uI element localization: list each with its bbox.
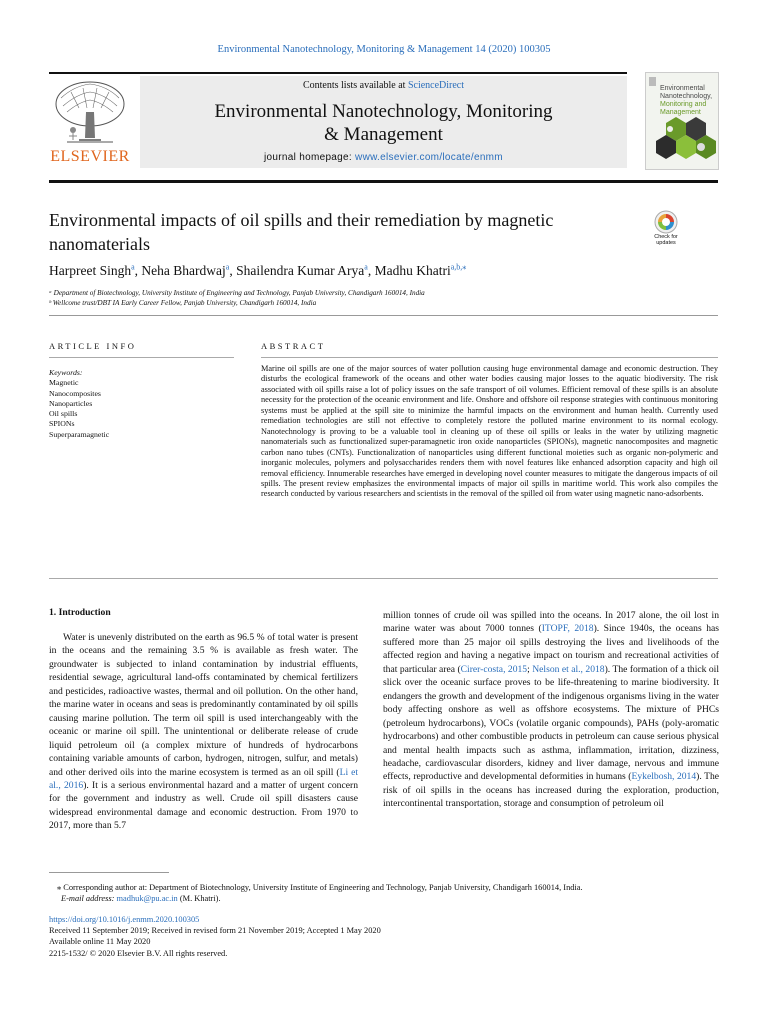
citation-link[interactable]: Li et al., 2016 xyxy=(49,766,358,791)
body-text: ; xyxy=(527,663,533,675)
affiliation-a: ᵃ Department of Biotechnology, University Institute of Engineering and Technology, Panjab University, Chandigarh 160014, India xyxy=(49,289,425,297)
journal-title-line-1: Environmental Nanotechnology, Monitoring xyxy=(214,101,553,122)
journal-reference-link[interactable]: Environmental Nanotechnology, Monitoring & Management 14 (2020) 100305 xyxy=(217,44,551,55)
body-right-column xyxy=(383,609,719,811)
keyword: Oil spills xyxy=(49,409,78,419)
author-affiliation-marker[interactable]: a,b,⁎ xyxy=(450,262,467,272)
body-text: ). Since 1940s, the oceans has suffered more than 25 major oil spills destroying the lives and livelihoods of the affected region and having a negative impact on tourism and recreational activities of that particular area ( xyxy=(383,623,719,675)
header-bottom-rule xyxy=(49,180,718,183)
keyword: Magnetic xyxy=(49,378,79,388)
citation-link[interactable]: Cirer-costa, 2015 xyxy=(460,663,528,675)
body-text: ). It is a serious environmental hazard and a matter of urgent concern for the government and industry as well. Crude oil spill disasters cause widespread environmental damage and economic destruction. From 1970 to 2017, more than 5.7 xyxy=(49,779,358,832)
citation-link[interactable]: ITOPF, 2018 xyxy=(541,623,594,635)
elsevier-wordmark: ELSEVIER xyxy=(50,148,130,165)
author-name: Shailendra Kumar Arya xyxy=(236,263,365,278)
journal-title xyxy=(140,100,627,146)
crossmark-label-line-2: updates xyxy=(656,240,676,246)
article-info-divider xyxy=(49,357,234,358)
citation-link[interactable]: Eykelbosh, 2014 xyxy=(631,771,697,783)
article-front-matter xyxy=(49,914,729,959)
cover-title-line-4: Management xyxy=(660,109,701,116)
body-text: Water is unevenly distributed on the earth as 96.5 % of total water is present in the oceans and the remaining 3.5 % is available as fresh water. The groundwater is subjected to inland contamination by industrial effluents, residential sewage, agricultural land-offs contaminated by chemical fertilizers and pesticides, radioactive wastes, thermal and oil pollution. On the other hand, the marine water in oceans and seas is predominantly contaminated by oil spills causing marine pollution. The term oil spill is used interchangeably with the oceanic or marine oil spill. The unintentional or deliberate release of crude liquid petroleum oil (a complex mixture of hundreds of hydrocarbons containing variable amounts of carbon, hydrogen, nitrogen, sulfur, and metals) and other derived oils into the marine ecosystem is termed as an oil spill ( xyxy=(49,632,358,778)
cover-title xyxy=(660,85,716,117)
abstract-heading: ABSTRACT xyxy=(261,341,326,351)
author-name: Neha Bhardwaj xyxy=(141,263,226,278)
corresponding-author-footnote xyxy=(49,882,729,904)
cover-title-line-1: Environmental xyxy=(660,85,705,92)
section-heading-introduction: 1. Introduction xyxy=(49,607,111,618)
journal-cover-thumbnail[interactable] xyxy=(645,72,719,170)
footnote-divider xyxy=(49,872,169,873)
received-dates: Received 11 September 2019; Received in revised form 21 November 2019; Accepted 1 May 2020 xyxy=(49,926,381,936)
author-list: Harpreet Singh$^a$, Neha Bhardwaj$^a$, Shailendra Kumar Arya$^a$, Madhu Khatri$^{a,b,⁎}$ xyxy=(49,262,467,278)
body-text: ). The risk of oil spills in the oceans has increased during the exploration, production, intercontinental transportation, storage and consumption of petroleum oil xyxy=(383,771,720,810)
email-link[interactable]: madhuk@pu.ac.in xyxy=(116,894,178,903)
author-name: Madhu Khatri xyxy=(374,263,451,278)
article-title xyxy=(49,208,609,256)
author-affiliation-marker[interactable]: a xyxy=(131,262,135,272)
journal-homepage-line xyxy=(140,152,627,163)
abstract-text: Marine oil spills are one of the major sources of water pollution causing huge environmental damage and economic destruction. They disturbs the ecological framework of the oceans and other water bodies causing major losses to the aquatic biodiversity. The risk associated with oil spills raise a lot of policy issues on the safe transport of oil volumes. Efficient removal of these spills is an absolute necessity for the protection of the oceanic environment and life. Onshore and offshore oil response strategies with continuous monitoring systems must be applied at the spill site to minimize the harmful impacts on the environment and human health. Currently used remediation technologies are still not effective to completely restore the polluted marine environment to its normal ecology. Nanotechnology is proving to be a valuable tool in cleaning up of these oil spills or leaks in the water by utilizing magnetic nanomaterials such as functionalized super-paramagnetic iron oxide nanoparticles (SPIONs), magnetic nanocomposites and magnetic carbon nano tubes (CNTs). Functionalization of nanoparticles using different functional moieties such as organic non-polymeric and inorganic molecules, polymers and polysaccharides renders them with novel features like enhanced adsorption capacity and high oil removal efficiency. Innumerable researches have emerged in developing novel counter measures to mitigate the dangerous impacts of oil spills. The present review emphasizes the environmental impacts of major oil spills in maritime world. This work also compiles the research conducted by various researchers and scientists in the removal of the spilled oil from water using magnetic nano-adsorbents. xyxy=(261,364,718,499)
abstract-bottom-divider xyxy=(49,578,718,579)
keyword: Nanoparticles xyxy=(49,398,93,408)
homepage-link[interactable]: www.elsevier.com/locate/enmm xyxy=(355,152,503,163)
homepage-prefix: journal homepage: xyxy=(264,152,356,163)
abstract-divider xyxy=(261,357,718,358)
article-info-heading: ARTICLE INFO xyxy=(49,341,137,351)
body-text: ). The formation of a thick oil slick over the oceanic surface proves to be life-threatening to marine biodiversity. It endangers the growth and development of the indigenous organisms living in the water body affecting onshore as well as offshore ecosystems. The mixture of PHCs (petroleum hydrocarbons), VOCs (volatile organic compounds), PAHs (poly-aromatic hydrocarbons) and other combustible products in petroleum can cause serious physical and mental health impacts such as asthma, inflammation, irritation, dizziness, headache, cardiovascular disorders, kidney and liver damage, nervous and immune effects, reproductive and developmental deformities in humans ( xyxy=(383,663,719,783)
affiliation-divider xyxy=(49,315,718,316)
author-affiliation-marker[interactable]: a xyxy=(225,262,230,272)
keyword: SPIONs xyxy=(49,419,75,429)
email-suffix: (M. Khatri). xyxy=(177,894,221,903)
crossmark-label-line-1: Check for xyxy=(654,234,678,240)
crossmark-label xyxy=(642,234,690,246)
contents-prefix: Contents lists available at xyxy=(302,80,408,91)
author-affiliation-marker[interactable]: a xyxy=(364,262,368,272)
doi-link[interactable]: https://doi.org/10.1016/j.enmm.2020.100305 xyxy=(49,915,200,924)
keyword: Superparamagnetic xyxy=(49,429,110,439)
corresponding-author-text: ⁎ Corresponding author at: Department of Biotechnology, University Institute of Engineering and Technology, Panjab University, Chandigarh 160014, India. xyxy=(57,883,583,892)
article-title-line-1: Environmental impacts of oil spills and their remediation by magnetic xyxy=(49,210,554,230)
cover-title-line-3: Monitoring and xyxy=(660,101,707,108)
contents-available-line xyxy=(140,80,627,91)
cover-title-line-2: Nanotechnology, xyxy=(660,93,713,100)
keywords-label: Keywords: xyxy=(49,368,83,377)
email-label: E-mail address: xyxy=(61,894,115,903)
email-line xyxy=(49,893,729,904)
citation-link[interactable]: Nelson et al., 2018 xyxy=(532,663,605,675)
copyright: 2215-1532/ © 2020 Elsevier B.V. All rights reserved. xyxy=(49,948,228,958)
body-left-column xyxy=(49,631,358,833)
affiliation-b: ᵇ Wellcome trust/DBT IA Early Career Fellow, Panjab University, Chandigarh 160014, India xyxy=(49,299,317,307)
body-text: million tonnes of crude oil was spilled into the oceans. In 2017 alone, the oil lost in marine water was about 7000 tonnes ( xyxy=(383,610,719,635)
keyword: Nanocomposites xyxy=(49,388,101,398)
author-name: Harpreet Singh xyxy=(49,263,132,278)
article-title-line-2: nanomaterials xyxy=(49,234,150,254)
available-online: Available online 11 May 2020 xyxy=(49,937,151,947)
sciencedirect-link[interactable]: ScienceDirect xyxy=(407,80,465,91)
journal-title-line-2: & Management xyxy=(324,124,443,145)
keywords-list xyxy=(49,368,239,440)
